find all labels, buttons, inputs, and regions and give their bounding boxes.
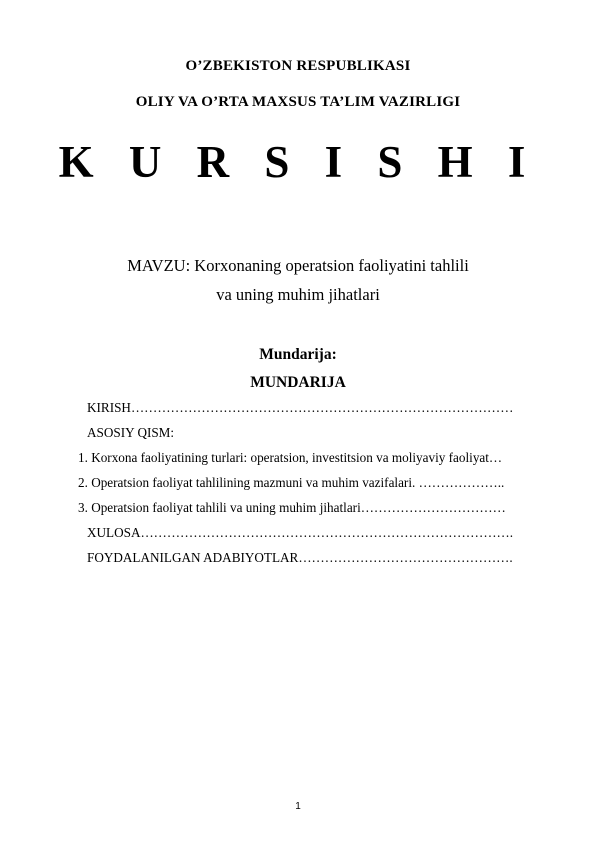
toc-item-conclusion: XULOSA…………………………………………………………………………. <box>87 525 514 540</box>
document-title: K U R S I S H I <box>58 137 538 187</box>
toc-item-chapter-3: 3. Operatsion faoliyat tahlili va uning muhim jihatlari…………………………… <box>78 500 506 515</box>
ministry-country-heading: O’ZBEKISTON RESPUBLIKASI <box>185 58 411 74</box>
contents-caption: Mundarija: <box>259 346 337 363</box>
toc-item-chapter-2: 2. Operatsion faoliyat tahlilining mazmuni va muhim vazifalari. ……………….. <box>78 475 505 490</box>
ministry-name-heading: OLIY VA O’RTA MAXSUS TA’LIM VAZIRLIGI <box>135 94 461 110</box>
page-number: 1 <box>295 801 301 812</box>
toc-item-main-part: ASOSIY QISM: <box>87 425 175 440</box>
toc-item-chapter-1: 1. Korxona faoliyatining turlari: operatsion, investitsion va moliyaviy faoliyat… <box>78 450 503 465</box>
contents-heading: MUNDARIJA <box>250 374 346 391</box>
toc-item-introduction: KIRISH…………………………………………………………………………… <box>87 400 514 415</box>
toc-item-references: FOYDALANILGAN ADABIYOTLAR…………………………………………. <box>87 550 513 565</box>
topic-line-1: MAVZU: Korxonaning operatsion faoliyatini tahlili <box>127 256 469 275</box>
topic-line-2: va uning muhim jihatlari <box>216 285 380 304</box>
